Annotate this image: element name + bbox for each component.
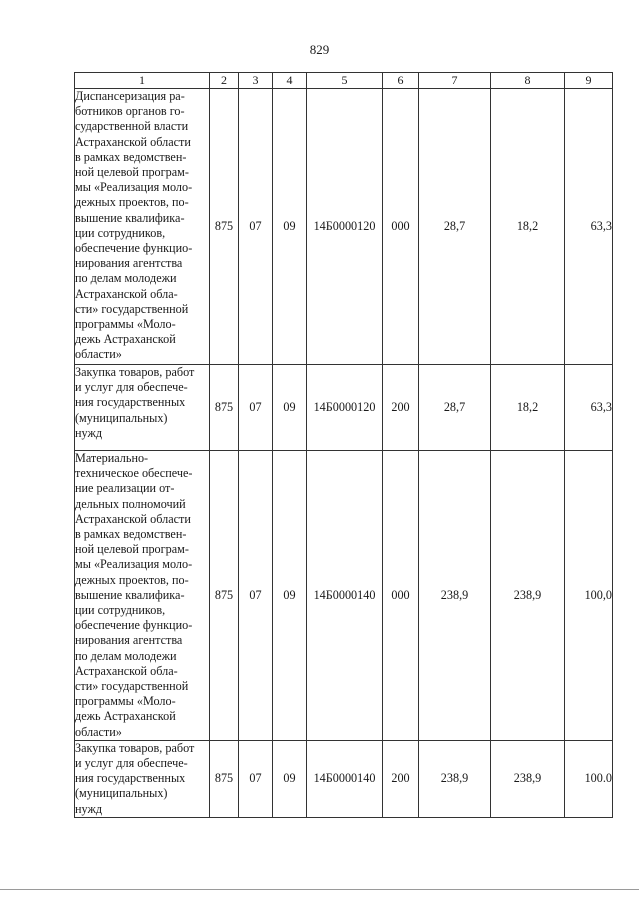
cell-col-5: 14Б0000120 (307, 365, 383, 451)
cell-col-2: 875 (210, 451, 239, 741)
header-col-8: 8 (491, 73, 565, 89)
cell-col-3: 07 (239, 451, 273, 741)
cell-col-7: 238,9 (419, 451, 491, 741)
header-col-1: 1 (75, 73, 210, 89)
header-col-2: 2 (210, 73, 239, 89)
cell-col-6: 000 (383, 89, 419, 365)
cell-col-5: 14Б0000140 (307, 451, 383, 741)
cell-col-9: 100,0 (565, 451, 613, 741)
cell-col-4: 09 (273, 740, 307, 817)
row-description: Материально- техническое обеспече- ние реализации от- дельных полномочий Астраханской области в рамках ведомствен- ной целевой програм- мы «Реализация моло- дежных проектов, по- вышение квалифика- ции сотрудников, обеспечение функцио- нирования агентства по делам молодежи Астраханской обла- сти» государственной программы «Моло- дежь Астраханской области» (75, 451, 210, 741)
cell-col-5: 14Б0000120 (307, 89, 383, 365)
cell-col-7: 238,9 (419, 740, 491, 817)
header-col-4: 4 (273, 73, 307, 89)
header-col-5: 5 (307, 73, 383, 89)
row-description: Закупка товаров, работ и услуг для обеспече- ния государственных (муниципальных) нужд (75, 740, 210, 817)
header-col-9: 9 (565, 73, 613, 89)
cell-col-3: 07 (239, 89, 273, 365)
cell-col-8: 238,9 (491, 451, 565, 741)
budget-table (74, 72, 613, 818)
cell-col-6: 200 (383, 365, 419, 451)
cell-col-3: 07 (239, 740, 273, 817)
cell-col-2: 875 (210, 89, 239, 365)
table-row (75, 740, 613, 817)
cell-col-6: 200 (383, 740, 419, 817)
cell-col-9: 63,3 (565, 365, 613, 451)
cell-col-8: 18,2 (491, 365, 565, 451)
page-bottom-divider (0, 889, 639, 890)
cell-col-7: 28,7 (419, 365, 491, 451)
header-col-6: 6 (383, 73, 419, 89)
cell-col-5: 14Б0000140 (307, 740, 383, 817)
page-number: 829 (309, 42, 330, 57)
cell-col-3: 07 (239, 365, 273, 451)
cell-col-9: 63,3 (565, 89, 613, 365)
header-col-7: 7 (419, 73, 491, 89)
cell-col-9: 100.0 (565, 740, 613, 817)
row-description: Диспансеризация ра- ботников органов го- сударственной власти Астраханской области в рамках ведомствен- ной целевой програм- мы «Реализация моло- дежных проектов, по- вышение квалифика- ции сотрудников, обеспечение функцио- нирования агентства по делам молодежи Астраханской обла- сти» государственной программы «Моло- дежь Астраханской области» (75, 89, 210, 365)
table-row (75, 365, 613, 451)
cell-col-2: 875 (210, 740, 239, 817)
cell-col-6: 000 (383, 451, 419, 741)
cell-col-4: 09 (273, 451, 307, 741)
table-header-row (75, 73, 613, 89)
cell-col-7: 28,7 (419, 89, 491, 365)
cell-col-4: 09 (273, 365, 307, 451)
table-row (75, 89, 613, 365)
cell-col-8: 238,9 (491, 740, 565, 817)
row-description: Закупка товаров, работ и услуг для обеспече- ния государственных (муниципальных) нужд (75, 365, 210, 451)
cell-col-8: 18,2 (491, 89, 565, 365)
table-row (75, 451, 613, 741)
cell-col-2: 875 (210, 365, 239, 451)
header-col-3: 3 (239, 73, 273, 89)
cell-col-4: 09 (273, 89, 307, 365)
